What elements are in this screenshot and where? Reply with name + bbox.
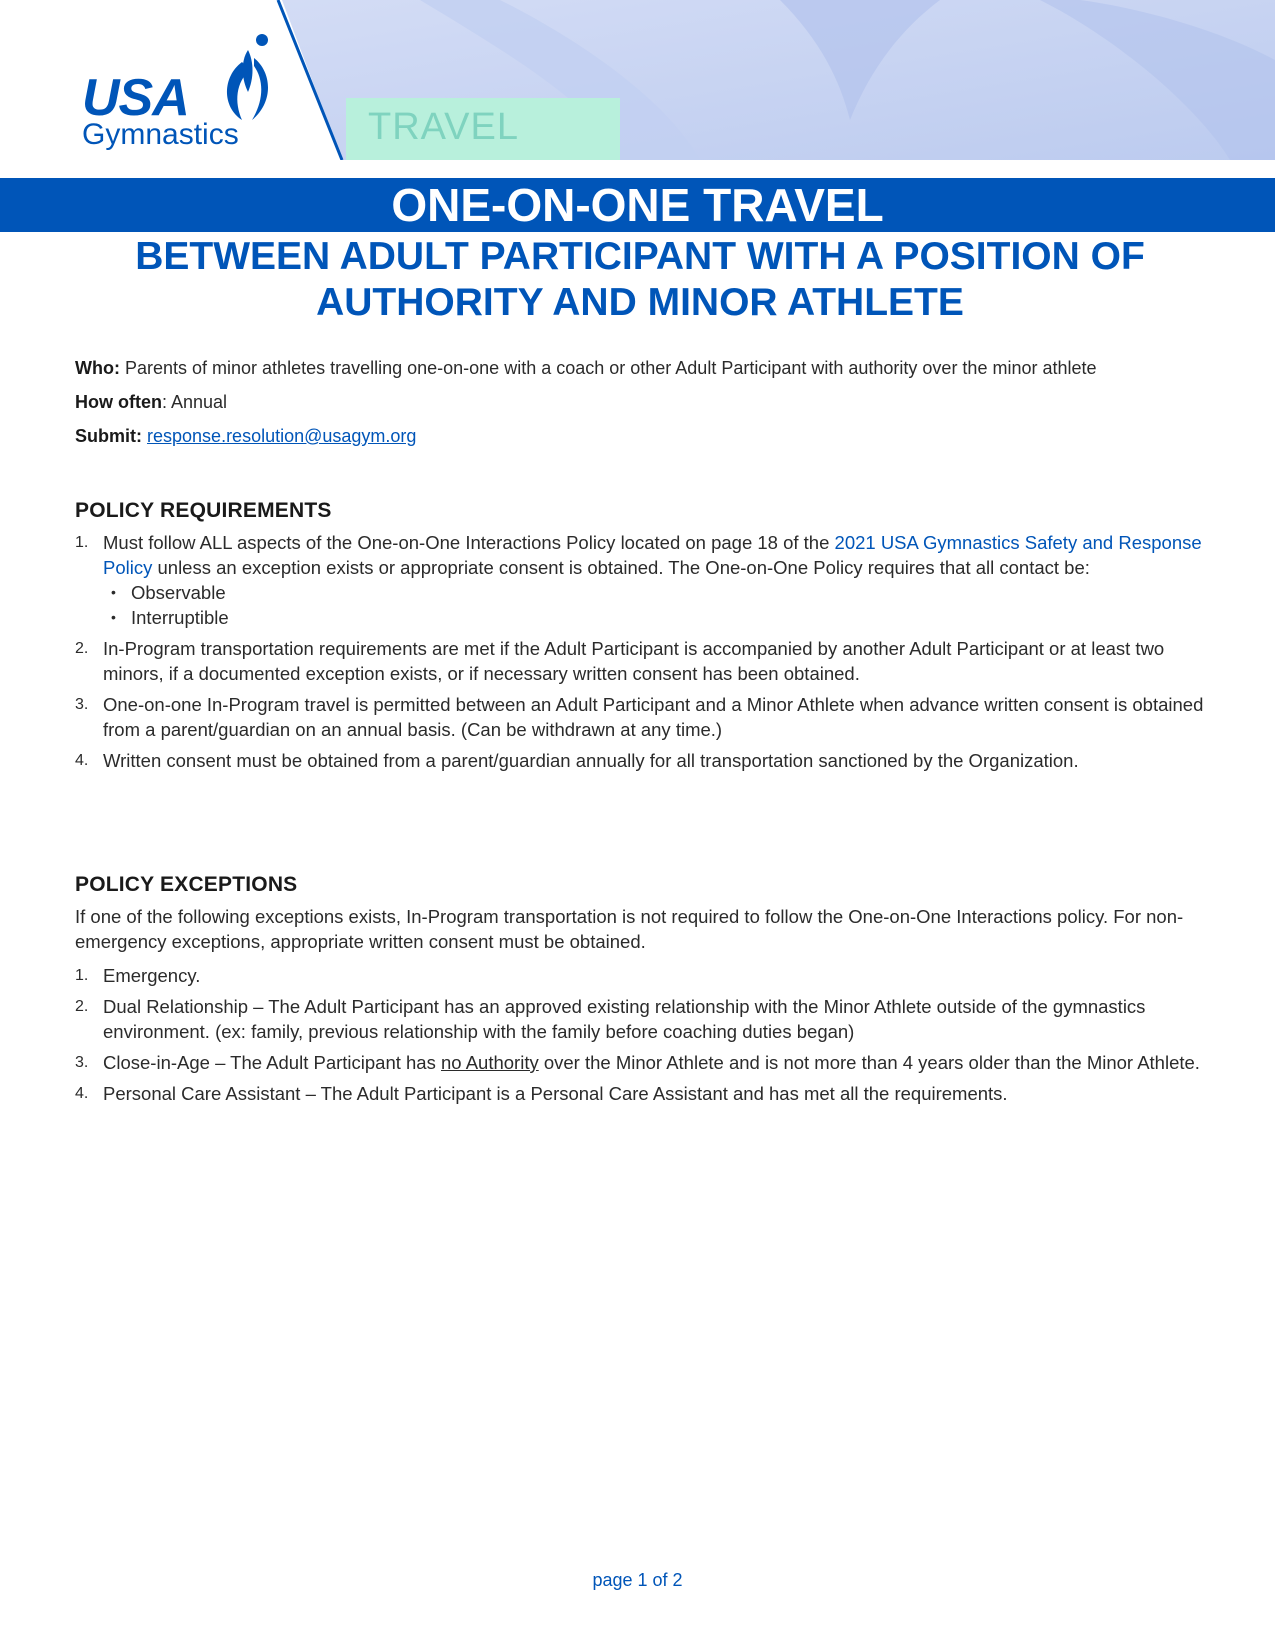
bullet-list [103,580,1205,630]
requirement-1-text-cont: unless an exception exists or appropriate consent is obtained. The One-on-One Policy requires that all contact be: [152,557,1090,578]
list-item [75,636,1205,686]
exceptions-heading: POLICY EXCEPTIONS [75,873,298,896]
list-item [75,1081,1205,1106]
list-number: 3. [75,696,89,713]
exception-1-text: Emergency. [103,965,201,986]
title-band [0,178,1275,232]
category-tag-label: TRAVEL [368,106,520,148]
logo-flame-icon [212,32,282,122]
exception-3-text-cont: over the Minor Athlete and is not more than 4 years older than the Minor Athlete. [538,1052,1200,1073]
list-item [75,963,1205,988]
submit-label: Submit: [75,426,142,446]
subtitle-line-1: BETWEEN ADULT PARTICIPANT WITH A POSITION OF [135,235,1145,278]
requirement-3-text: One-on-one In-Program travel is permitted between an Adult Participant and a Minor Athlete when advance written consent is obtained from a parent/guardian on an annual basis. (Can be withdrawn at any time.) [103,694,1204,740]
list-number: 1. [75,967,89,984]
list-item [75,748,1205,773]
requirements-heading: POLICY REQUIREMENTS [75,499,332,522]
exceptions-intro: If one of the following exceptions exists, In-Program transportation is not required to follow the One-on-One Interactions policy. For non-emergency exceptions, appropriate written consent must be obtained. [75,906,1184,952]
requirements-list [75,530,1205,779]
bullet-observable: • Observable [103,580,1205,605]
submit-email-link[interactable]: response.resolution@usagym.org [147,426,417,446]
list-number: 2. [75,998,89,1015]
logo-gymnastics-text: Gymnastics [82,118,239,151]
list-number: 4. [75,1085,89,1102]
requirement-1-text: Must follow ALL aspects of the One-on-One Interactions Policy located on page 18 of the [103,532,835,553]
page-subtitle [60,234,1220,326]
bullet-interruptible: • Interruptible [103,605,1205,630]
how-often-value: : Annual [162,392,228,412]
list-number: 2. [75,640,89,657]
exception-4-text: Personal Care Assistant – The Adult Participant is a Personal Care Assistant and has met all the requirements. [103,1083,1008,1104]
page-title: ONE-ON-ONE TRAVEL [391,179,884,231]
requirement-4-text: Written consent must be obtained from a parent/guardian annually for all transportation sanctioned by the Organization. [103,750,1079,771]
who-label: Who: [75,358,120,378]
requirement-2-text: In-Program transportation requirements are met if the Adult Participant is accompanied by another Adult Participant or at least two minors, if a documented exception exists, or if necessary written consent has been obtained. [103,638,1165,684]
page-number: page 1 of 2 [592,1570,683,1590]
who-value: Parents of minor athletes travelling one-on-one with a coach or other Adult Participant with authority over the minor athlete [119,358,1097,378]
list-item [75,530,1205,630]
exceptions-list [75,963,1205,1112]
list-number: 1. [75,534,89,551]
list-number: 4. [75,752,89,769]
list-number: 3. [75,1054,89,1071]
exception-3-text: Close-in-Age – The Adult Participant has [103,1052,441,1073]
no-authority-text: no Authority [441,1052,539,1073]
safety-policy-link[interactable]: 2021 USA Gymnastics Safety and Response Policy [103,532,1202,578]
submit-row [75,425,416,447]
usa-gymnastics-logo [82,32,282,157]
logo-usa-text: USA [82,69,189,127]
list-item [75,994,1205,1044]
subtitle-line-2: AUTHORITY AND MINOR ATHLETE [316,281,964,324]
category-tag [346,98,620,160]
how-often-label: How often [75,392,162,412]
list-item [75,692,1205,742]
who-row [75,357,1097,379]
list-item [75,1050,1205,1075]
how-often-row [75,391,227,413]
exception-2-text: Dual Relationship – The Adult Participant has an approved existing relationship with the Minor Athlete outside of the gymnastics environment. (ex: family, previous relationship with the family before coaching duties began) [103,996,1146,1042]
